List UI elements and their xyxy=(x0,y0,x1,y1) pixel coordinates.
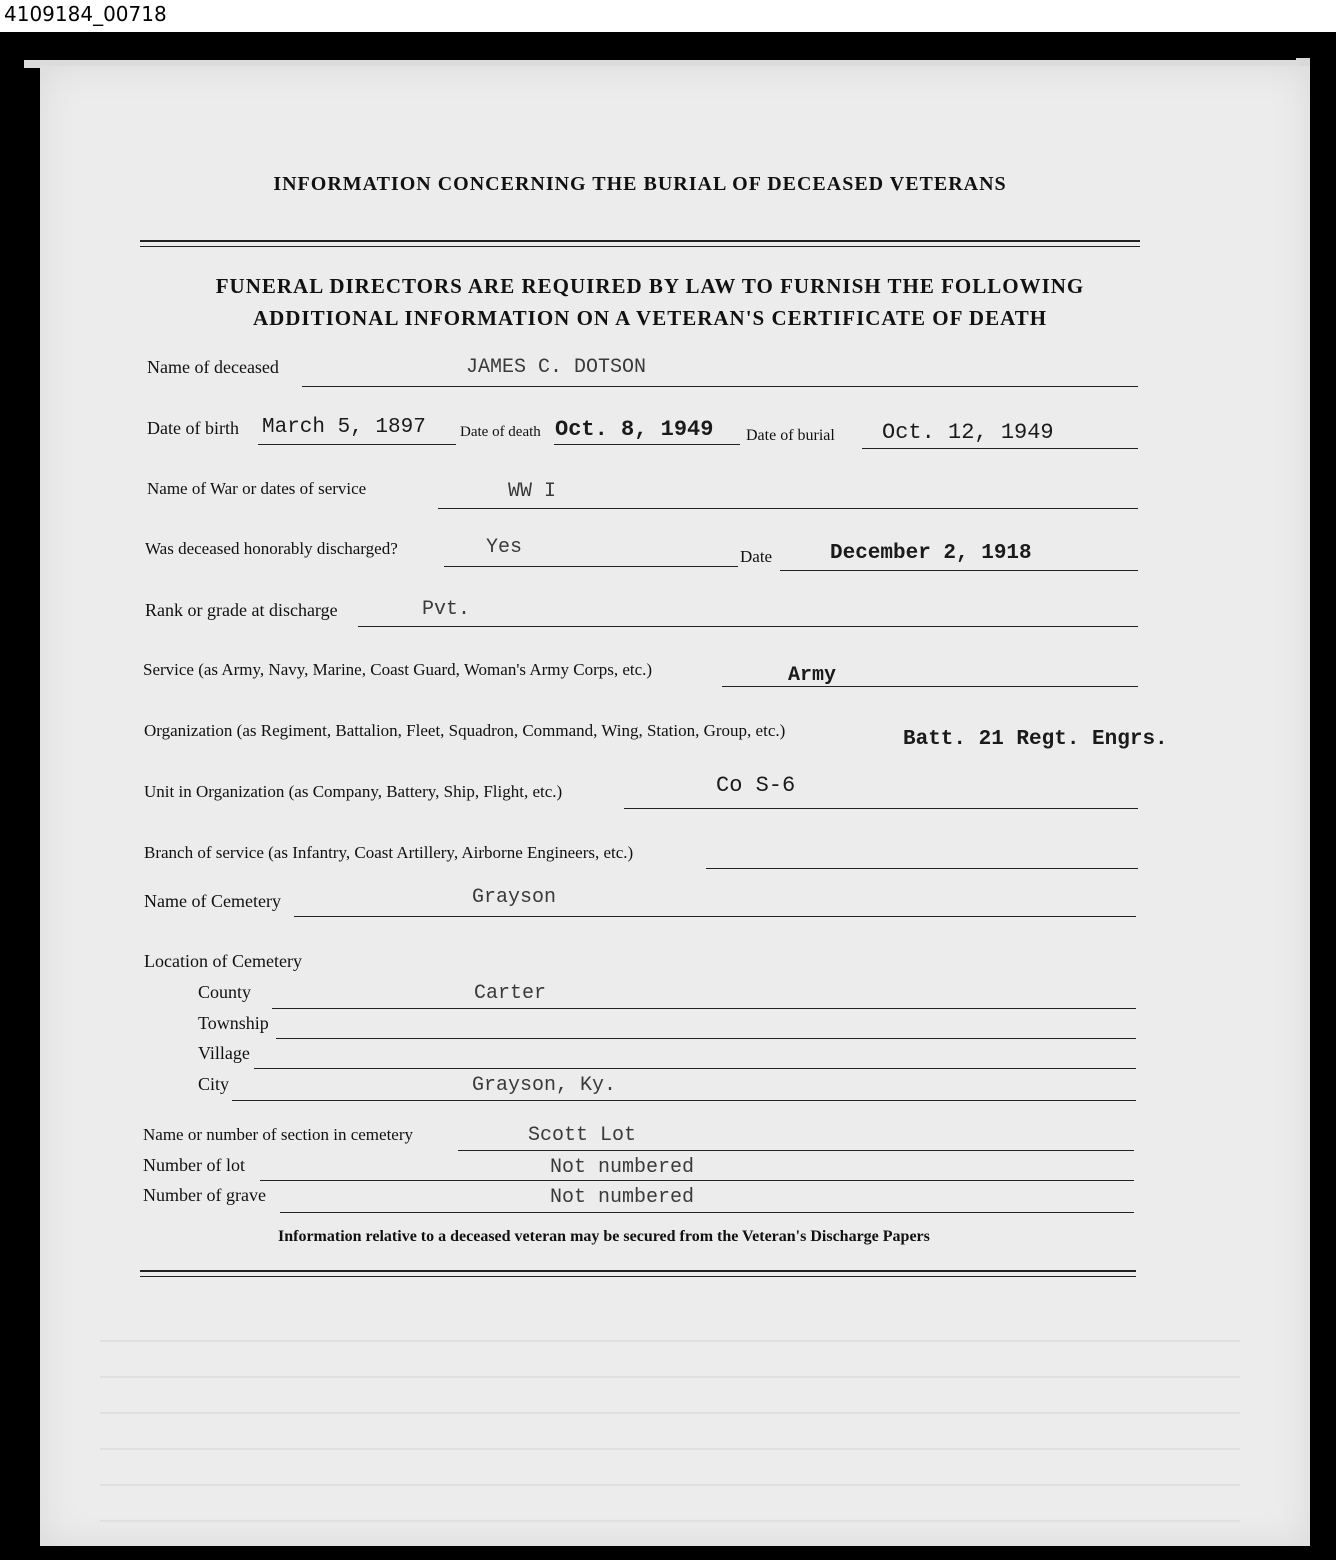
discharge-date-label: Date xyxy=(740,547,773,566)
grave-line xyxy=(280,1212,1134,1213)
village-label: Village xyxy=(198,1043,250,1063)
cemetery-value: Grayson xyxy=(472,886,557,909)
city-label: City xyxy=(198,1074,230,1094)
rank-line xyxy=(358,626,1138,627)
lot-line xyxy=(260,1180,1134,1181)
dob-label: Date of birth xyxy=(147,418,239,438)
footer-rule-2 xyxy=(140,1276,1136,1277)
notice-line-1: FUNERAL DIRECTORS ARE REQUIRED BY LAW TO FURNISH THE FOLLOWING xyxy=(215,274,1085,298)
date-of-burial-value: Oct. 12, 1949 xyxy=(882,420,1054,445)
dod-value: Oct. 8, 1949 xyxy=(555,417,714,442)
name-value: JAMES C. DOTSON xyxy=(466,356,647,379)
grave-value: Not numbered xyxy=(550,1186,695,1209)
village-line xyxy=(254,1068,1136,1069)
title-rule-2 xyxy=(140,246,1140,247)
location-label: Location of Cemetery xyxy=(144,951,302,971)
war-value: WW I xyxy=(508,480,557,503)
cemetery-line xyxy=(294,916,1136,917)
county-value: Carter xyxy=(474,982,547,1005)
township-line xyxy=(276,1038,1136,1039)
footer-note: Information relative to a deceased veteran may be secured from the Veteran's Discharge Papers xyxy=(278,1228,930,1245)
title-rule xyxy=(140,240,1140,242)
lot-value: Not numbered xyxy=(550,1156,695,1179)
notice-line-2: ADDITIONAL INFORMATION ON A VETERAN'S CERTIFICATE OF DEATH xyxy=(252,306,1048,330)
honorable-value: Yes xyxy=(486,536,523,559)
county-label: County xyxy=(198,982,252,1002)
organization-label: Organization (as Regiment, Battalion, Fleet, Squadron, Command, Wing, Station, Group, etc.) xyxy=(144,721,786,740)
unit-line xyxy=(624,808,1138,809)
name-label: Name of deceased xyxy=(147,357,279,377)
honorable-line xyxy=(444,566,738,567)
city-value: Grayson, Ky. xyxy=(472,1074,617,1097)
dob-line xyxy=(258,444,456,445)
grave-label: Number of grave xyxy=(143,1185,266,1205)
discharge-date-value: December 2, 1918 xyxy=(830,542,1032,565)
footer-rule xyxy=(140,1270,1136,1272)
lot-label: Number of lot xyxy=(143,1155,245,1175)
war-label: Name of War or dates of service xyxy=(147,479,367,498)
date-of-burial-line xyxy=(862,448,1138,449)
unit-value: Co S-6 xyxy=(716,773,796,798)
cemetery-label: Name of Cemetery xyxy=(144,891,281,911)
service-value: Army xyxy=(788,664,837,687)
burial-form-page xyxy=(40,66,1310,1546)
bleed-through-texture xyxy=(100,1306,1240,1526)
rank-label: Rank or grade at discharge xyxy=(145,600,338,620)
discharge-date-line xyxy=(780,570,1138,571)
dod-line xyxy=(554,444,740,445)
rank-value: Pvt. xyxy=(422,598,471,621)
section-line xyxy=(458,1150,1134,1151)
branch-line xyxy=(706,868,1138,869)
county-line xyxy=(272,1008,1136,1009)
city-line xyxy=(232,1100,1136,1101)
war-line xyxy=(438,508,1138,509)
image-id-caption: 4109184_00718 xyxy=(4,2,167,26)
name-line xyxy=(302,386,1138,387)
section-label: Name or number of section in cemetery xyxy=(143,1125,414,1144)
form-title: INFORMATION CONCERNING THE BURIAL OF DECEASED VETERANS xyxy=(273,173,1007,195)
service-label: Service (as Army, Navy, Marine, Coast Guard, Woman's Army Corps, etc.) xyxy=(143,660,653,679)
branch-label: Branch of service (as Infantry, Coast Artillery, Airborne Engineers, etc.) xyxy=(144,843,634,862)
service-line xyxy=(722,686,1138,687)
organization-value: Batt. 21 Regt. Engrs. xyxy=(903,728,1168,751)
township-label: Township xyxy=(198,1013,269,1033)
unit-label: Unit in Organization (as Company, Battery, Ship, Flight, etc.) xyxy=(144,782,563,801)
section-value: Scott Lot xyxy=(528,1124,637,1147)
dod-label: Date of death xyxy=(460,424,541,440)
scanned-document xyxy=(0,32,1336,1560)
date-of-burial-label: Date of burial xyxy=(746,427,835,444)
dob-value: March 5, 1897 xyxy=(262,416,426,439)
honorable-label: Was deceased honorably discharged? xyxy=(145,539,398,558)
